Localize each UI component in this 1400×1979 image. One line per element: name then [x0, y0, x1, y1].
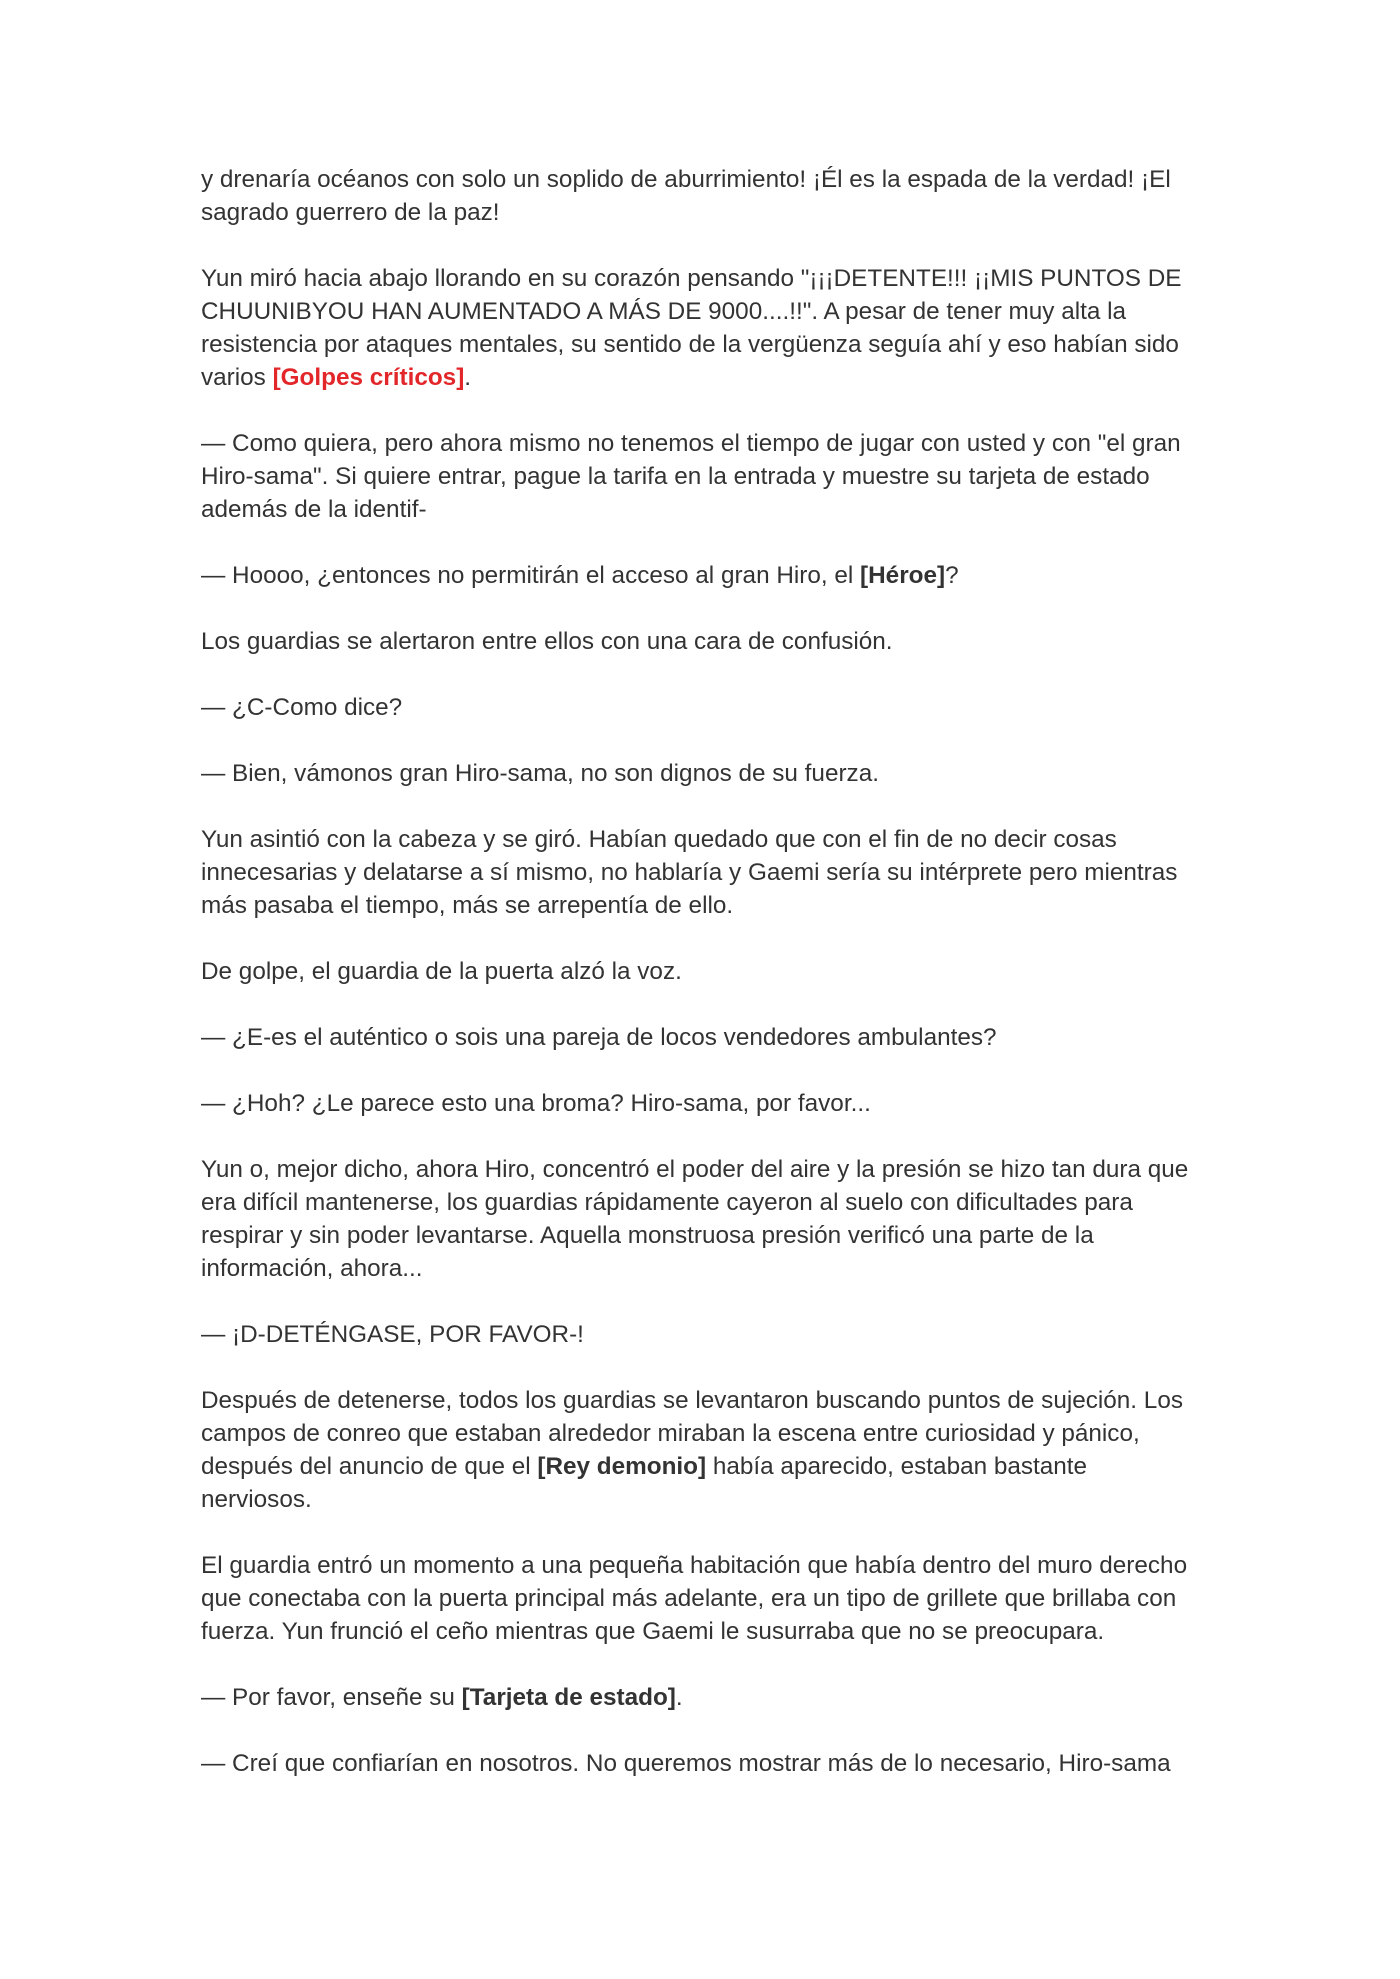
paragraph [201, 625, 1201, 658]
paragraph-text: — ¿E-es el auténtico o sois una pareja de locos vendedores ambulantes? [201, 1024, 997, 1051]
paragraph-text: Los guardias se alertaron entre ellos con una cara de confusión. [201, 628, 893, 655]
paragraph [201, 1021, 1201, 1054]
document-body [201, 163, 1201, 1780]
paragraph-text: — Como quiera, pero ahora mismo no tenemos el tiempo de jugar con usted y con "el gran Hiro-sama". Si quiere entrar, pague la tarifa en la entrada y muestre su tarjeta de estado además de la identif- [201, 430, 1181, 523]
paragraph-text: El guardia entró un momento a una pequeña habitación que había dentro del muro derecho que conectaba con la puerta principal más adelante, era un tipo de grillete que brillaba con fuerza. Yun frunció el ceño mientras que Gaemi le susurraba que no se preocupara. [201, 1552, 1188, 1645]
paragraph-text: ? [945, 562, 959, 589]
highlighted-term: [Golpes críticos] [272, 364, 465, 391]
paragraph-text: Yun asintió con la cabeza y se giró. Habían quedado que con el fin de no decir cosas innecesarias y delatarse a sí mismo, no hablaría y Gaemi sería su intérprete pero mientras más pasaba el tiempo, más se arrepentía de ello. [201, 826, 1178, 919]
paragraph [201, 559, 1201, 592]
paragraph-text: Yun o, mejor dicho, ahora Hiro, concentró el poder del aire y la presión se hizo tan dura que era difícil mantenerse, los guardias rápidamente cayeron al suelo con dificultades para respirar y sin poder levantarse. Aquella monstruosa presión verificó una parte de la información, ahora... [201, 1156, 1189, 1282]
paragraph [201, 757, 1201, 790]
paragraph [201, 1681, 1201, 1714]
paragraph-text: — Bien, vámonos gran Hiro-sama, no son dignos de su fuerza. [201, 760, 879, 787]
paragraph [201, 691, 1201, 724]
paragraph [201, 427, 1201, 526]
paragraph-text: — ¿Hoh? ¿Le parece esto una broma? Hiro-sama, por favor... [201, 1090, 871, 1117]
bold-term: [Héroe] [860, 562, 946, 589]
paragraph [201, 1549, 1201, 1648]
paragraph-text: — Por favor, enseñe su [201, 1684, 462, 1711]
paragraph-text: Después de detenerse, todos los guardias se levantaron buscando puntos de sujeción. Los campos de conreo que estaban alrededor miraban la escena entre curiosidad y pánico, después del anuncio de que el [201, 1387, 1183, 1480]
paragraph-text: y drenaría océanos con solo un soplido de aburrimiento! ¡Él es la espada de la verdad! ¡El sagrado guerrero de la paz! [201, 166, 1171, 226]
bold-term: [Tarjeta de estado] [461, 1684, 676, 1711]
paragraph [201, 1087, 1201, 1120]
paragraph-text: — Creí que confiarían en nosotros. No queremos mostrar más de lo necesario, Hiro-sama [201, 1750, 1171, 1777]
paragraph-text: . [675, 1684, 683, 1711]
paragraph [201, 1384, 1201, 1516]
paragraph-text: — Hoooo, ¿entonces no permitirán el acceso al gran Hiro, el [201, 562, 861, 589]
paragraph [201, 1747, 1201, 1780]
paragraph-text: — ¡D-DETÉNGASE, POR FAVOR-! [201, 1321, 584, 1348]
paragraph [201, 1153, 1201, 1285]
paragraph [201, 823, 1201, 922]
bold-term: [Rey demonio] [537, 1453, 707, 1480]
paragraph [201, 262, 1201, 394]
paragraph [201, 1318, 1201, 1351]
paragraph-text: — ¿C-Como dice? [201, 694, 403, 721]
paragraph-text: Yun miró hacia abajo llorando en su corazón pensando "¡¡¡DETENTE!!! ¡¡MIS PUNTOS DE CHUUNIBYOU HAN AUMENTADO A MÁS DE 9000....!!". A pesar de tener muy alta la resistencia por ataques mentales, su sentido de la vergüenza seguía ahí y eso habían sido varios [201, 265, 1182, 391]
paragraph-text: había aparecido, estaban bastante nerviosos. [201, 1453, 1088, 1513]
paragraph [201, 955, 1201, 988]
paragraph-text: De golpe, el guardia de la puerta alzó la voz. [201, 958, 682, 985]
paragraph-text: . [464, 364, 472, 391]
paragraph [201, 163, 1201, 229]
